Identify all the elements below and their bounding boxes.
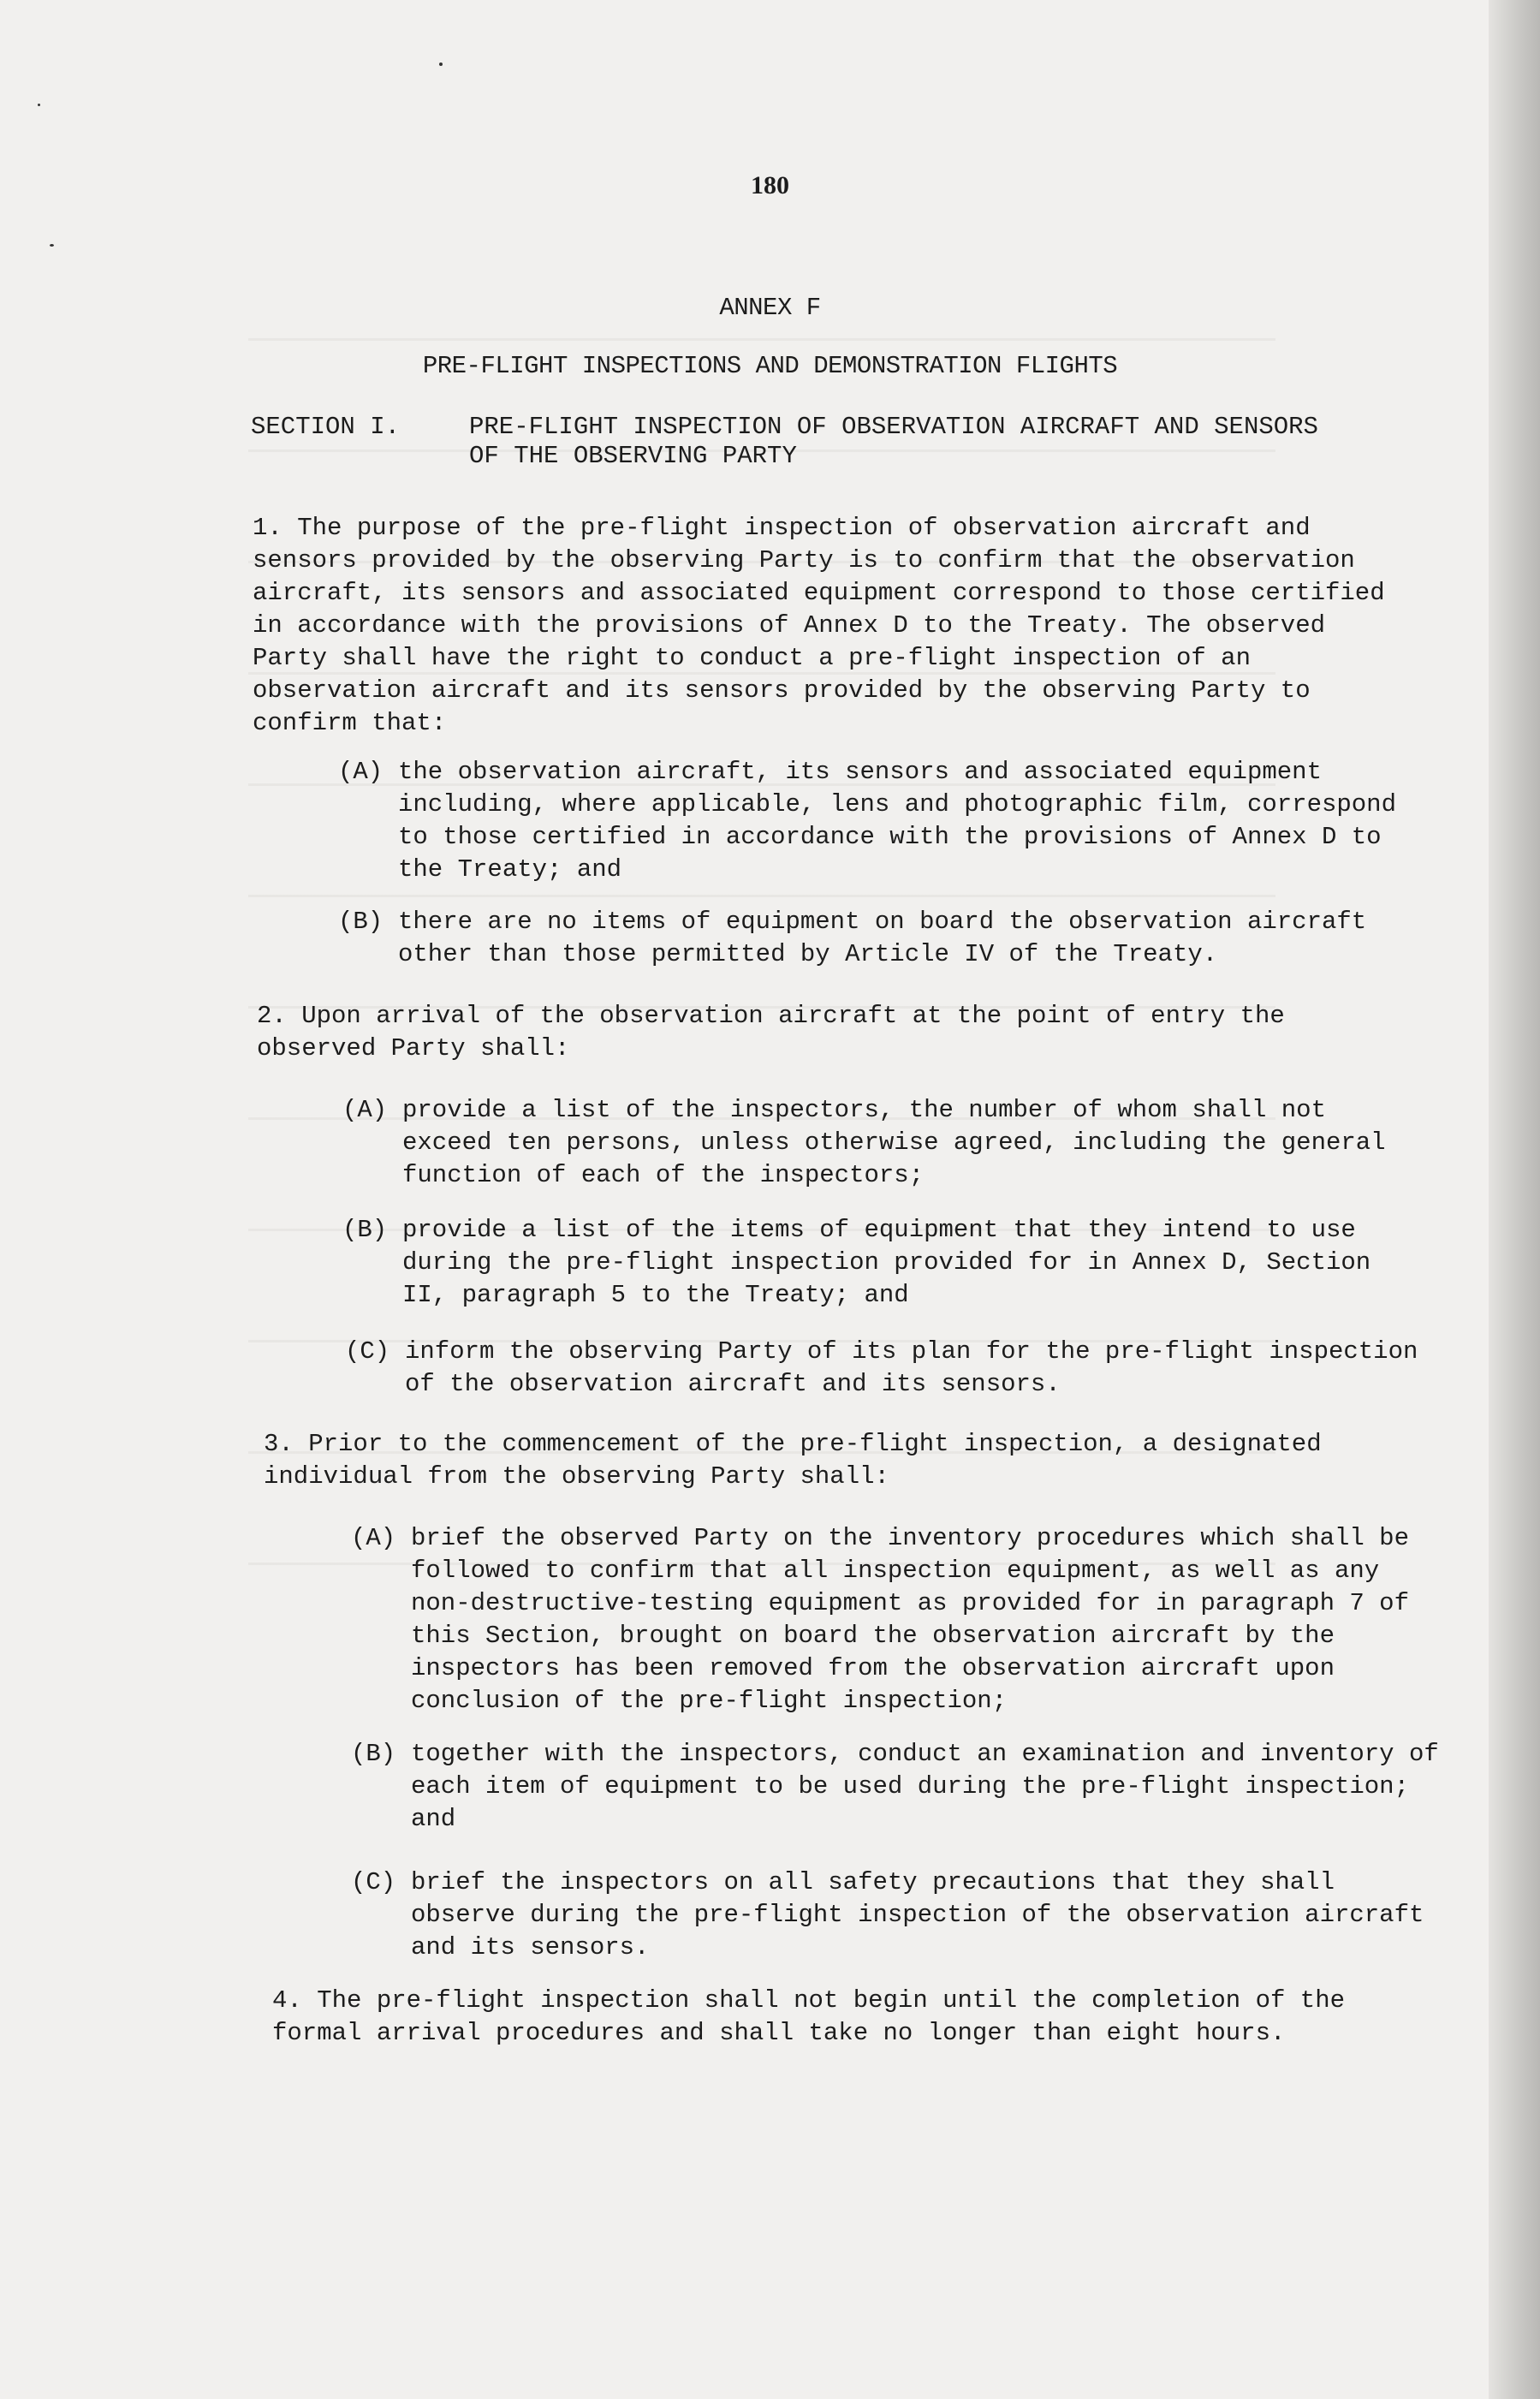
paragraph-1: 1. The purpose of the pre-flight inspection of observation aircraft and sensors provided by the observing Party is to confirm that the observation aircraft, its sensors and associated equipment correspond to those certified in accordance with the provisions of Annex D to the Treaty. The observed Party shall have the right to conduct a pre-flight inspection of an observation aircraft and its sensors provided by the observing Party to confirm that: [253,514,1385,737]
annex-title: ANNEX F [719,294,821,322]
paragraph-4: 4. The pre-flight inspection shall not begin until the completion of the formal arrival procedures and shall take no longer than eight hours. [272,1986,1346,2047]
item-text: provide a list of the items of equipment that they intend to use during the pre-flight inspection provided for in Annex D, Section II, paragraph 5 to the Treaty; and [402,1216,1371,1309]
paragraph-1-item-a [338,756,1412,886]
speck-mark [439,63,443,66]
section-title: PRE-FLIGHT INSPECTION OF OBSERVATION AIRCRAFT AND SENSORS OF THE OBSERVING PARTY [469,413,1318,470]
item-text: brief the inspectors on all safety precautions that they shall observe during the pre-flight inspection of the observation aircraft and its sensors. [411,1868,1424,1961]
paragraph-3-item-a [351,1522,1438,1717]
speck-mark [38,104,40,106]
item-label: (B) [338,908,384,936]
item-text: provide a list of the inspectors, the number of whom shall not exceed ten persons, unless otherwise agreed, including the general function of each of the inspectors; [402,1096,1386,1189]
page-number: 180 [751,171,789,199]
item-label: (A) [338,758,384,786]
item-label: (C) [345,1337,390,1366]
section-label: SECTION I. [251,413,401,441]
paragraph-3: 3. Prior to the commencement of the pre-flight inspection, a designated individual from the observing Party shall: [264,1430,1322,1491]
item-text: together with the inspectors, conduct an examination and inventory of each item of equipment to be used during the pre-flight inspection; and [411,1740,1439,1833]
paragraph-2-item-a [342,1094,1430,1192]
annex-subtitle: PRE-FLIGHT INSPECTIONS AND DEMONSTRATION FLIGHTS [422,352,1118,380]
paragraph-2-item-c [345,1336,1432,1401]
paragraph-1-item-b [338,906,1412,971]
speck-mark [50,244,54,247]
paragraph-3-item-c [351,1866,1447,1964]
item-label: (B) [351,1740,396,1768]
item-label: (C) [351,1868,396,1896]
item-text: inform the observing Party of its plan for the pre-flight inspection of the observation aircraft and its sensors. [405,1337,1418,1398]
paragraph-2: 2. Upon arrival of the observation aircraft at the point of entry the observed Party shall: [257,1002,1285,1063]
item-label: (A) [342,1096,388,1124]
paragraph-2-item-b [342,1214,1430,1312]
item-label: (A) [351,1524,396,1552]
item-label: (B) [342,1216,388,1244]
section-heading [251,413,1355,471]
paragraph-3-item-b [351,1738,1447,1836]
item-text: brief the observed Party on the inventory procedures which shall be followed to confirm that all inspection equipment, as well as any non-destructive-testing equipment as provided for in paragraph 7 of this Section, brought on board the observation aircraft by the inspectors has been removed from the observation aircraft upon conclusion of the pre-flight inspection; [411,1524,1409,1715]
item-text: there are no items of equipment on board the observation aircraft other than those permitted by Article IV of the Treaty. [398,908,1367,968]
item-text: the observation aircraft, its sensors and associated equipment including, where applicable, lens and photographic film, correspond to those certified in accordance with the provisions of Annex D to the Treaty; and [398,758,1396,884]
